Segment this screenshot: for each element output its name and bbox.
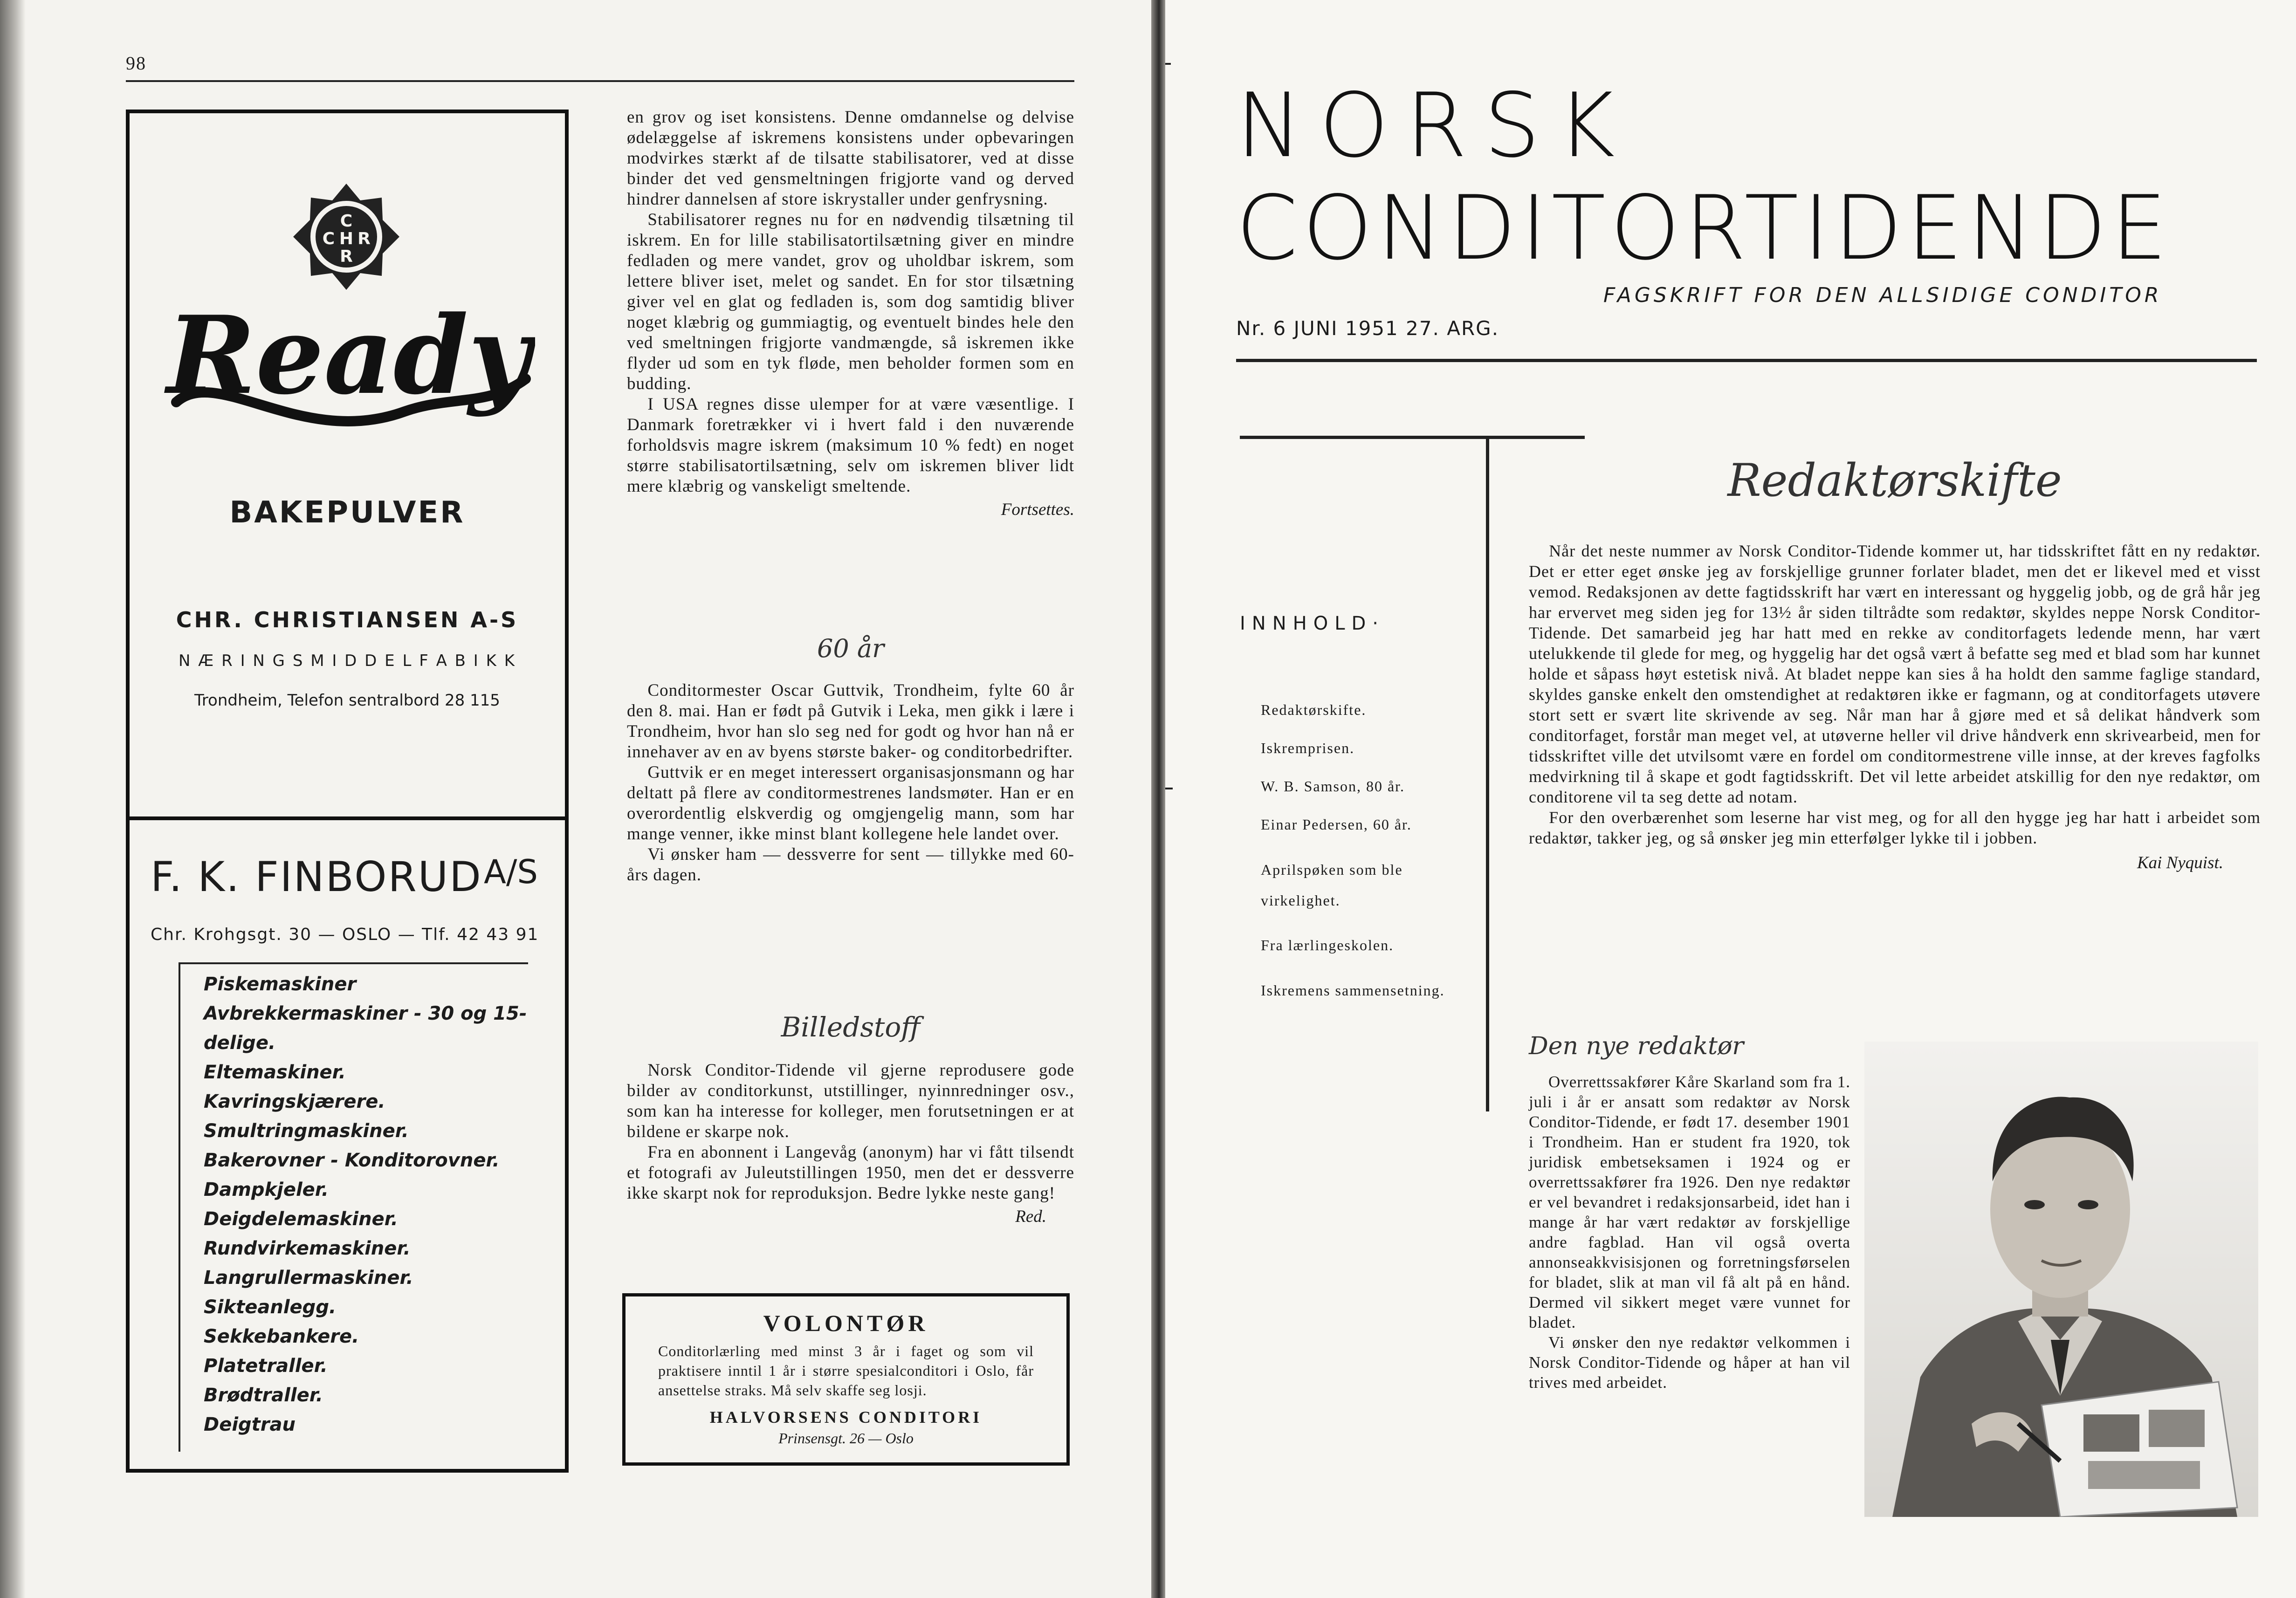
portrait-graphic	[1864, 1042, 2258, 1517]
ready-bakepulver-ad	[126, 110, 569, 820]
machine-item: Rundvirkemaskiner.	[204, 1238, 411, 1259]
machine-item: Kavringskjærere.	[204, 1091, 385, 1112]
editorial-article	[1529, 541, 2261, 873]
birthday-heading: 60 år	[817, 634, 884, 663]
contents-item: Redaktørskifte.	[1261, 701, 1367, 718]
new-editor-paragraph: Vi ønsker den nye redaktør velkommen i Norsk Conditor-Tidende og håper at han vil trives med arbeidet.	[1529, 1333, 1850, 1392]
masthead-tagline: FAGSKRIFT FOR DEN ALLSIDIGE CONDITOR	[1603, 283, 2162, 307]
machine-item: Sekkebankere.	[204, 1326, 359, 1347]
margin-tick	[1165, 63, 1171, 65]
article-continued	[627, 107, 1074, 520]
machine-item: Bakerovner - Konditorovner.	[204, 1150, 500, 1171]
company-name: CHR. CHRISTIANSEN A-S	[176, 607, 519, 632]
ready-script-graphic	[162, 295, 535, 453]
contents-item: Fra lærlingeskolen.	[1261, 937, 1394, 953]
svg-text:R: R	[340, 247, 353, 266]
volontor-company: HALVORSENS CONDITORI	[709, 1408, 983, 1427]
ready-script-logo	[162, 295, 535, 453]
header-rule	[126, 80, 1074, 82]
finborud-suffix: A/S	[484, 853, 538, 891]
contents-item: Iskremens sammensetning.	[1261, 982, 1445, 999]
finborud-name: F. K. FINBORUD	[151, 853, 482, 901]
finborud-ad	[126, 820, 569, 1473]
billedstoff-article	[627, 1060, 1074, 1227]
page-edge-shadow	[0, 0, 26, 1598]
masthead-rule	[1236, 359, 2257, 362]
contents-side-rule	[1486, 436, 1489, 1111]
chr-seal-logo	[290, 181, 402, 293]
contents-item: Einar Pedersen, 60 år.	[1261, 816, 1412, 833]
company-contact: Trondheim, Telefon sentralbord 28 115	[194, 691, 500, 710]
chr-seal-graphic	[290, 181, 402, 293]
contents-top-rule	[1240, 436, 1585, 439]
product-name: BAKEPULVER	[229, 495, 465, 530]
machine-item: Smultringmaskiner.	[204, 1120, 409, 1142]
billedstoff-paragraph: Fra en abonnent i Langevåg (anonym) har vi fått tilsendt et fotografi av Juleutstillingen 1950, men det er dessverre ikke skarpt nok for reproduksjon. Bedre lykke neste gang!	[627, 1143, 1074, 1203]
editorial-heading: Redaktørskifte	[1727, 454, 2062, 507]
new-editor-article	[1529, 1072, 1850, 1392]
page-number: 98	[126, 53, 146, 74]
company-subtitle: N Æ R I N G S M I D D E L F A B I K K	[178, 652, 516, 670]
machine-item: Brødtraller.	[204, 1385, 323, 1406]
article-paragraph: Stabilisatorer regnes nu for en nødvendig tilsætning til iskrem. En for lille stabilisatortilsætning giver en mindre fedladen og mere vandet, grov og uholdbar iskrem, som lettere bliver iset, melet og sandet. En for stor tilsætning giver vel en glat og fedladen is, som dog samtidig bliver noget klæbrig og gummiagtig, og eventuelt bindes hele den ved smeltningen frigjorte vandmængde, så iskremen ikke flyder ud som en tyk fløde, men beholder formen som en budding.	[627, 210, 1074, 393]
book-spine	[1151, 0, 1165, 1598]
editorial-paragraph: For den overbærenhet som leserne har vist meg, og for all den hygge jeg har hatt i arbeidet som redaktør, takker jeg, og så ønsker jeg min etterfølger lykke til i jobben.	[1529, 808, 2261, 847]
volontor-ad	[622, 1293, 1070, 1466]
new-editor-heading: Den nye redaktør	[1529, 1032, 1744, 1060]
billedstoff-signature: Red.	[1015, 1207, 1046, 1226]
machine-item: Dampkjeler.	[204, 1179, 329, 1200]
editorial-paragraph: Når det neste nummer av Norsk Conditor-Tidende kommer ut, har tidsskriftet fått en ny redaktør. Det er etter eget ønske jeg av forskjellige grunner forlater bladet, men det er likevel med et visst vemod. Redaksjonen av dette fagtidsskrift har vært en interessant og hyggelig jobb, og de grå hår jeg har ervervet meg siden jeg for 13½ år siden tiltrådte som redaktør, skyldes neppe Norsk Conditor-Tidende. Det samarbeid jeg har hatt med en rekke av conditorfagets ledende menn, har vært utelukkende til glede for meg, og hyggelig har det også vært å befatte seg med et blad som har kunnet holde et såpass høyt estetisk nivå. At bladet neppe kan sies å ha holdt den samme faglige standard, skyldes ganske enkelt den omstendighet at redaktøren ikke er fagmann, og at conditorfagets utøvere stort sett er svært lite skrivende av seg. Når man har å gjøre med et så delikat håndverk som conditorfaget, forstår man meget vel, at utøverne heller vil drive håndverk enn skrivearbeid, men for tidsskriftet ville det utvilsomt være en fordel om conditormestrene ville innse, at der kreves fagfolks medvirkning til å skape et godt fagtidsskrift. Det vil lette arbeidet atskillig for den nye redaktør, om conditorene vil ta seg dette ad notam.	[1529, 542, 2261, 806]
machine-item: Piskemaskiner	[204, 974, 357, 995]
continued-note: Fortsettes.	[1001, 500, 1074, 519]
machine-item: Avbrekkermaskiner - 30 og 15-delige.	[204, 1003, 527, 1054]
svg-text:R: R	[357, 229, 371, 248]
svg-text:H: H	[339, 229, 354, 248]
svg-text:C: C	[322, 229, 335, 248]
right-page	[1165, 0, 2296, 1598]
machine-item: Deigtrau	[204, 1414, 296, 1435]
billedstoff-paragraph: Norsk Conditor-Tidende vil gjerne reprodusere gode bilder av conditorkunst, utstillinger, nyinnredninger osv., som kan ha interesse for kolleger, men forutsetningen er at bildene er skarpe nok.	[627, 1061, 1074, 1141]
margin-tick	[1165, 788, 1173, 789]
machine-list-frame	[179, 962, 528, 1452]
volontor-address: Prinsensgt. 26 — Oslo	[778, 1430, 914, 1447]
volontor-title: VOLONTØR	[763, 1310, 929, 1336]
birthday-article	[627, 680, 1074, 885]
new-editor-paragraph: Overrettssakfører Kåre Skarland som fra 1. juli i år er ansatt som redaktør av Norsk Conditor-Tidende, er født 17. desember 1901 i Trondheim. Han er student fra 1920, tok juridisk embetseksamen i 1924 og er overrettssakfører fra 1926. Den nye redaktør er vel bevandret i redaksjonsarbeid, idet han i mange år har vært redaktør av forskjellige andre fagblad. Han vil også overta annonseakkvisisjonen og forretningsførselen for bladet, slik at man vil få alt på en hånd. Dermed vil sikkert meget være vunnet for bladet.	[1529, 1073, 1850, 1331]
svg-text:C: C	[340, 212, 353, 231]
machine-item: Platetraller.	[204, 1355, 328, 1377]
machine-item: Sikteanlegg.	[204, 1296, 337, 1318]
billedstoff-heading: Billedstoff	[781, 1011, 921, 1043]
editor-portrait-photo	[1864, 1042, 2258, 1517]
contents-item: Aprilspøken som ble virkelighet.	[1261, 861, 1403, 909]
birthday-paragraph: Vi ønsker ham — dessverre for sent — tillykke med 60-års dagen.	[627, 845, 1074, 885]
contents-item: Iskremprisen.	[1261, 740, 1355, 756]
article-paragraph: I USA regnes disse ulemper for at være væsentlige. I Danmark foretrækker vi i hvert fald i den nuværende forholdsvis magre iskrem (maksimum 10 % fedt) en noget større stabilisatortilsætning, selv om iskremen bliver lidt mere klæbrig og vanskeligt smeltende.	[627, 395, 1074, 496]
contents-heading: INNHOLD·	[1240, 613, 1385, 634]
issue-info: Nr. 6 JUNI 1951 27. ARG.	[1236, 317, 1499, 340]
machine-list	[180, 970, 528, 1440]
machine-item: Deigdelemaskiner.	[204, 1208, 398, 1230]
article-paragraph: en grov og iset konsistens. Denne omdannelse og delvise ødelæggelse af iskremens konsistens under opbevaringen modvirkes stærkt af de tilsatte stabilisatorer, ved at disse binder det ved gensmeltningen frigjorte vand og derved hindrer dannelsen af store iskrystaller under genfrysning.	[627, 108, 1074, 209]
editorial-signature: Kai Nyquist.	[2137, 853, 2223, 872]
masthead-norsk: NORSK	[1236, 74, 1632, 177]
birthday-paragraph: Conditormester Oscar Guttvik, Trondheim, fylte 60 år den 8. mai. Han er født på Gutvik i Leka, men gikk i lære i Trondheim, hvor han slo seg ned for godt og hvor han nå er innehaver av en av byens største baker- og conditorbedrifter.	[627, 681, 1074, 761]
contents-list	[1261, 701, 1480, 1027]
machine-item: Langrullermaskiner.	[204, 1267, 413, 1289]
machine-item: Eltemaskiner.	[204, 1062, 346, 1083]
birthday-paragraph: Guttvik er en meget interessert organisasjonsmann og har deltatt på flere av conditormestrenes landsmøter. Han er en overordentlig elskverdig og omgjengelig mann, som har mange venner, ikke minst blant kollegene hele landet over.	[627, 763, 1074, 844]
finborud-address: Chr. Krohgsgt. 30 — OSLO — Tlf. 42 43 91	[151, 925, 539, 944]
contents-item: W. B. Samson, 80 år.	[1261, 778, 1405, 795]
volontor-body: Conditorlærling med minst 3 år i faget og som vil praktisere inntil 1 år i større spesialconditori i Oslo, får ansettelse straks. Må selv skaffe seg losji.	[658, 1343, 1034, 1399]
masthead-conditortidende: CONDITORTIDENDE	[1236, 177, 2172, 280]
svg-text:Ready: Ready	[166, 295, 531, 418]
